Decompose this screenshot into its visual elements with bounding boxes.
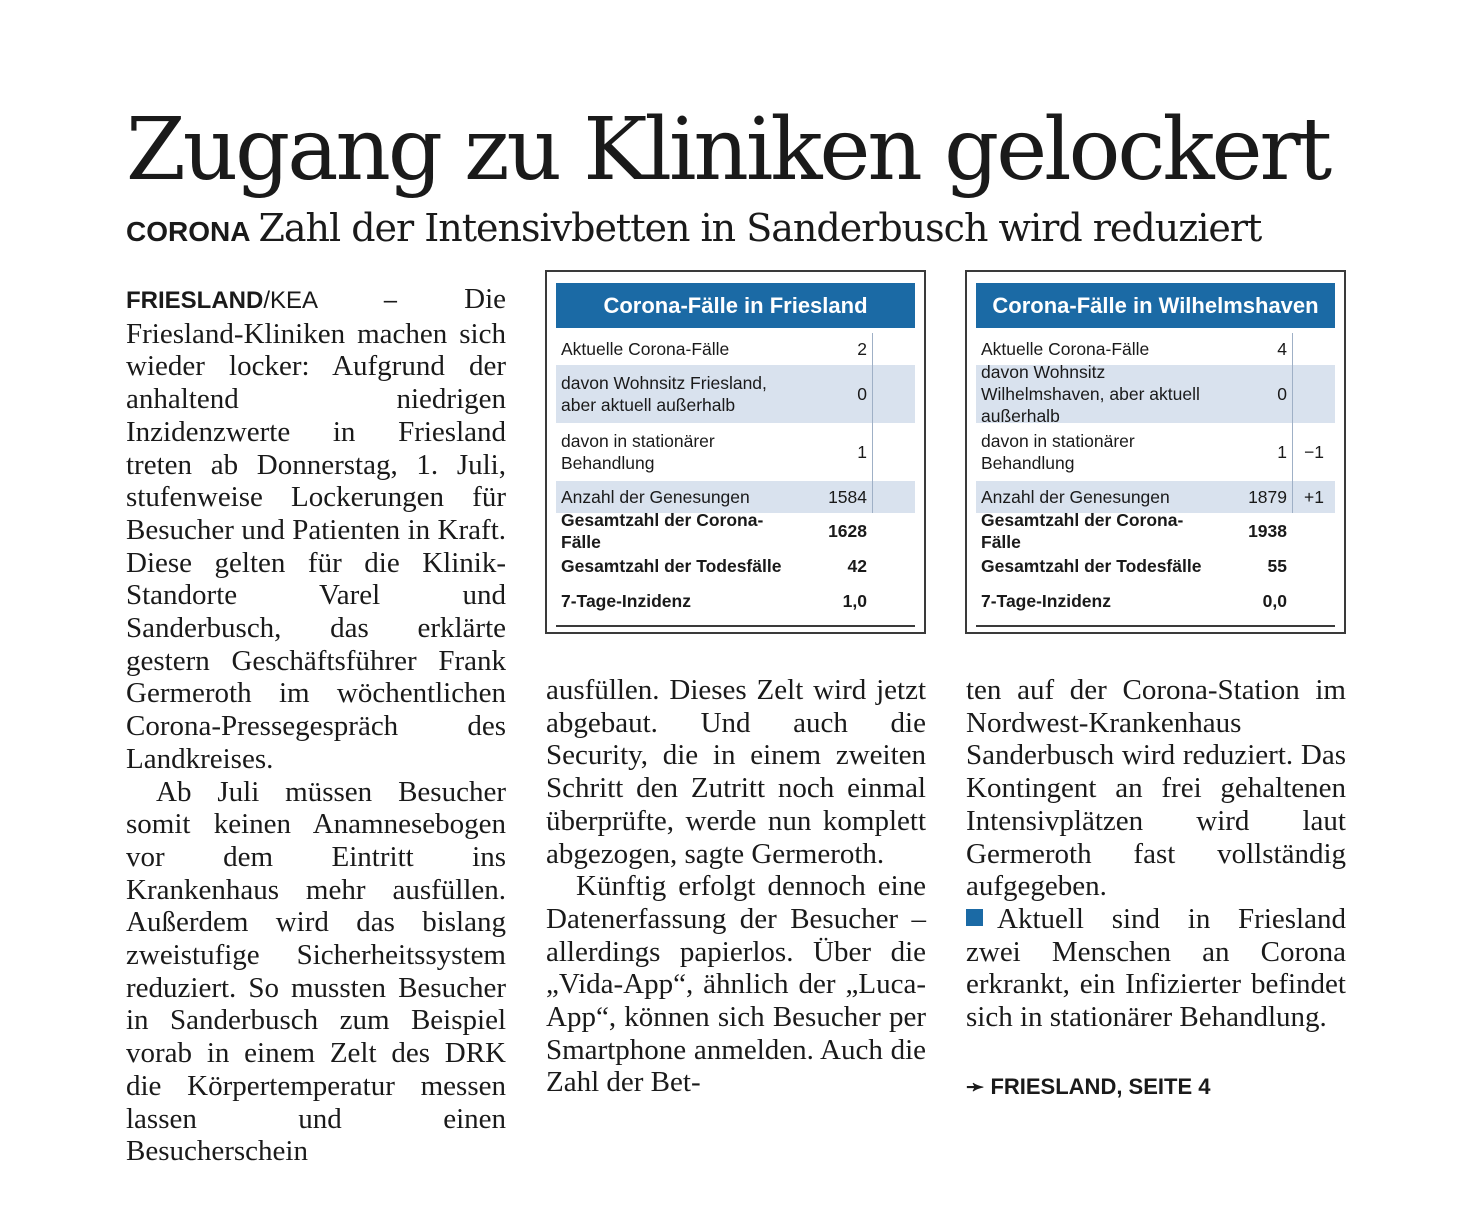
- row-value: 1584: [797, 481, 873, 513]
- square-bullet-icon: [966, 909, 983, 926]
- box-title: Corona-Fälle in Friesland: [556, 283, 915, 328]
- row-value: 0: [1217, 365, 1293, 423]
- row-value: 4: [1217, 333, 1293, 365]
- stats-row: [976, 423, 1335, 481]
- row-label: davon in stationärer Behandlung: [561, 431, 715, 473]
- row-label: Gesamtzahl der Todesfälle: [561, 555, 782, 576]
- row-change: [1293, 365, 1335, 423]
- row-value: 0: [797, 365, 873, 423]
- dateline-place: FRIESLAND: [126, 287, 264, 314]
- stats-row: [976, 362, 1335, 426]
- row-change: [1293, 583, 1335, 618]
- row-value: 1: [1217, 423, 1293, 481]
- subheadline-line: [126, 202, 1356, 258]
- stats-box-wilhelmshaven: [965, 270, 1346, 634]
- paragraph: [966, 903, 1346, 1034]
- row-value: 1628: [828, 520, 867, 541]
- box-bottom-rule: [556, 625, 915, 627]
- dateline-author: /KEA –: [263, 287, 465, 314]
- row-change: [873, 583, 915, 618]
- row-change: [873, 333, 915, 365]
- row-change: [873, 548, 915, 583]
- row-change: [1293, 333, 1335, 365]
- paragraph: Künftig erfolgt dennoch eine Datenerfassung der Besucher – allerdings papierlos. Über die „Vida-App“, ähnlich der „Luca-App“, können sich Besucher per Smartphone anmelden. Auch die Zahl der Bet-: [546, 870, 926, 1099]
- stats-rows: [556, 333, 915, 618]
- row-label: 7-Tage-Inzidenz: [981, 590, 1111, 611]
- row-value: 1: [797, 423, 873, 481]
- row-label: Aktuelle Corona-Fälle: [561, 339, 730, 359]
- row-value: 0,0: [1262, 590, 1287, 611]
- cross-reference: [966, 1073, 1346, 1101]
- row-value: 1879: [1217, 481, 1293, 513]
- stats-row: [556, 548, 915, 583]
- stats-row: [976, 583, 1335, 618]
- row-change: [873, 365, 915, 423]
- stats-rows: [976, 333, 1335, 618]
- row-change: [873, 513, 915, 548]
- row-change: [1293, 513, 1335, 548]
- subheadline: Zahl der Intensivbetten in Sanderbusch wird reduziert: [258, 206, 1262, 250]
- stats-row: [976, 548, 1335, 583]
- stats-box-friesland: [545, 270, 926, 634]
- stats-row: [556, 423, 915, 481]
- row-change: [1293, 548, 1335, 583]
- row-label: davon in stationärer Behandlung: [981, 431, 1135, 473]
- stats-row: [976, 509, 1335, 552]
- headline: Zugang zu Kliniken gelockert: [126, 100, 1330, 200]
- stats-row: [556, 365, 915, 423]
- row-label: Gesamtzahl der Corona-Fälle: [561, 509, 764, 552]
- stats-row: [556, 583, 915, 618]
- row-value: 55: [1267, 555, 1287, 576]
- paragraph: ausfüllen. Dieses Zelt wird jetzt abgebaut. Und auch die Security, die in einem zweiten Schritt den Zutritt noch einmal überprüfte, werde nun komplett abgezogen, sagte Germeroth.: [546, 674, 926, 870]
- row-value: 42: [847, 555, 867, 576]
- paragraph-text: Die Friesland-Kliniken machen sich wieder locker: Aufgrund der anhaltend niedrigen Inzidenzwerte in Friesland treten ab Donnerstag, 1. Juli, stufenweise Lockerungen für Besucher und Patienten in Kraft. Diese gelten für die Klinik-Standorte Varel und Sanderbusch, das erklärte gestern Geschäftsführer Frank Germeroth im wöchentlichen Corona-Pressegespräch des Landkreises.: [126, 283, 506, 775]
- paragraph: Ab Juli müssen Besucher somit keinen Anamnesebogen vor dem Eintritt ins Krankenhaus mehr ausfüllen. Außerdem wird das bislang zweistufige Sicherheitssystem reduziert. So mussten Besucher in Sanderbusch zum Beispiel vorab in einem Zelt des DRK die Körpertemperatur messen lassen und einen Besucherschein: [126, 775, 506, 1168]
- row-change: [873, 481, 915, 513]
- cross-reference-text: FRIESLAND, SEITE 4: [990, 1074, 1211, 1099]
- stats-row: [556, 333, 915, 365]
- row-label: Gesamtzahl der Todesfälle: [981, 555, 1202, 576]
- row-change: [873, 423, 915, 481]
- row-label: Gesamtzahl der Corona-Fälle: [981, 509, 1184, 552]
- row-label: davon Wohnsitz Wilhelmshaven, aber aktuell außerhalb: [981, 362, 1200, 426]
- kicker: CORONA: [126, 216, 251, 247]
- row-change: +1: [1304, 487, 1324, 507]
- row-change: −1: [1304, 442, 1324, 462]
- box-bottom-rule: [976, 625, 1335, 627]
- paragraph: [126, 283, 506, 776]
- row-label: Aktuelle Corona-Fälle: [981, 339, 1150, 359]
- box-title: Corona-Fälle in Wilhelmshaven: [976, 283, 1335, 328]
- row-label: Anzahl der Genesungen: [981, 487, 1170, 507]
- paragraph-text: Aktuell sind in Friesland zwei Menschen an Corona erkrankt, ein Infizierter befindet sich in stationärer Behandlung.: [966, 902, 1346, 1034]
- paragraph: ten auf der Corona-Station im Nordwest-Krankenhaus Sanderbusch wird reduziert. Das Kontingent an frei gehaltenen Intensivplätzen wird laut Germeroth fast vollständig aufgegeben.: [966, 674, 1346, 903]
- row-label: davon Wohnsitz Friesland, aber aktuell außerhalb: [561, 373, 767, 415]
- row-value: 1938: [1248, 520, 1287, 541]
- row-label: 7-Tage-Inzidenz: [561, 590, 691, 611]
- row-label: Anzahl der Genesungen: [561, 487, 750, 507]
- arrow-right-icon: ➛: [966, 1074, 985, 1099]
- article-column-1: [126, 283, 506, 1168]
- row-value: 2: [797, 333, 873, 365]
- stats-row: [556, 509, 915, 552]
- row-value: 1,0: [842, 590, 867, 611]
- article-column-2: [546, 674, 926, 1099]
- article-column-3: [966, 674, 1346, 1034]
